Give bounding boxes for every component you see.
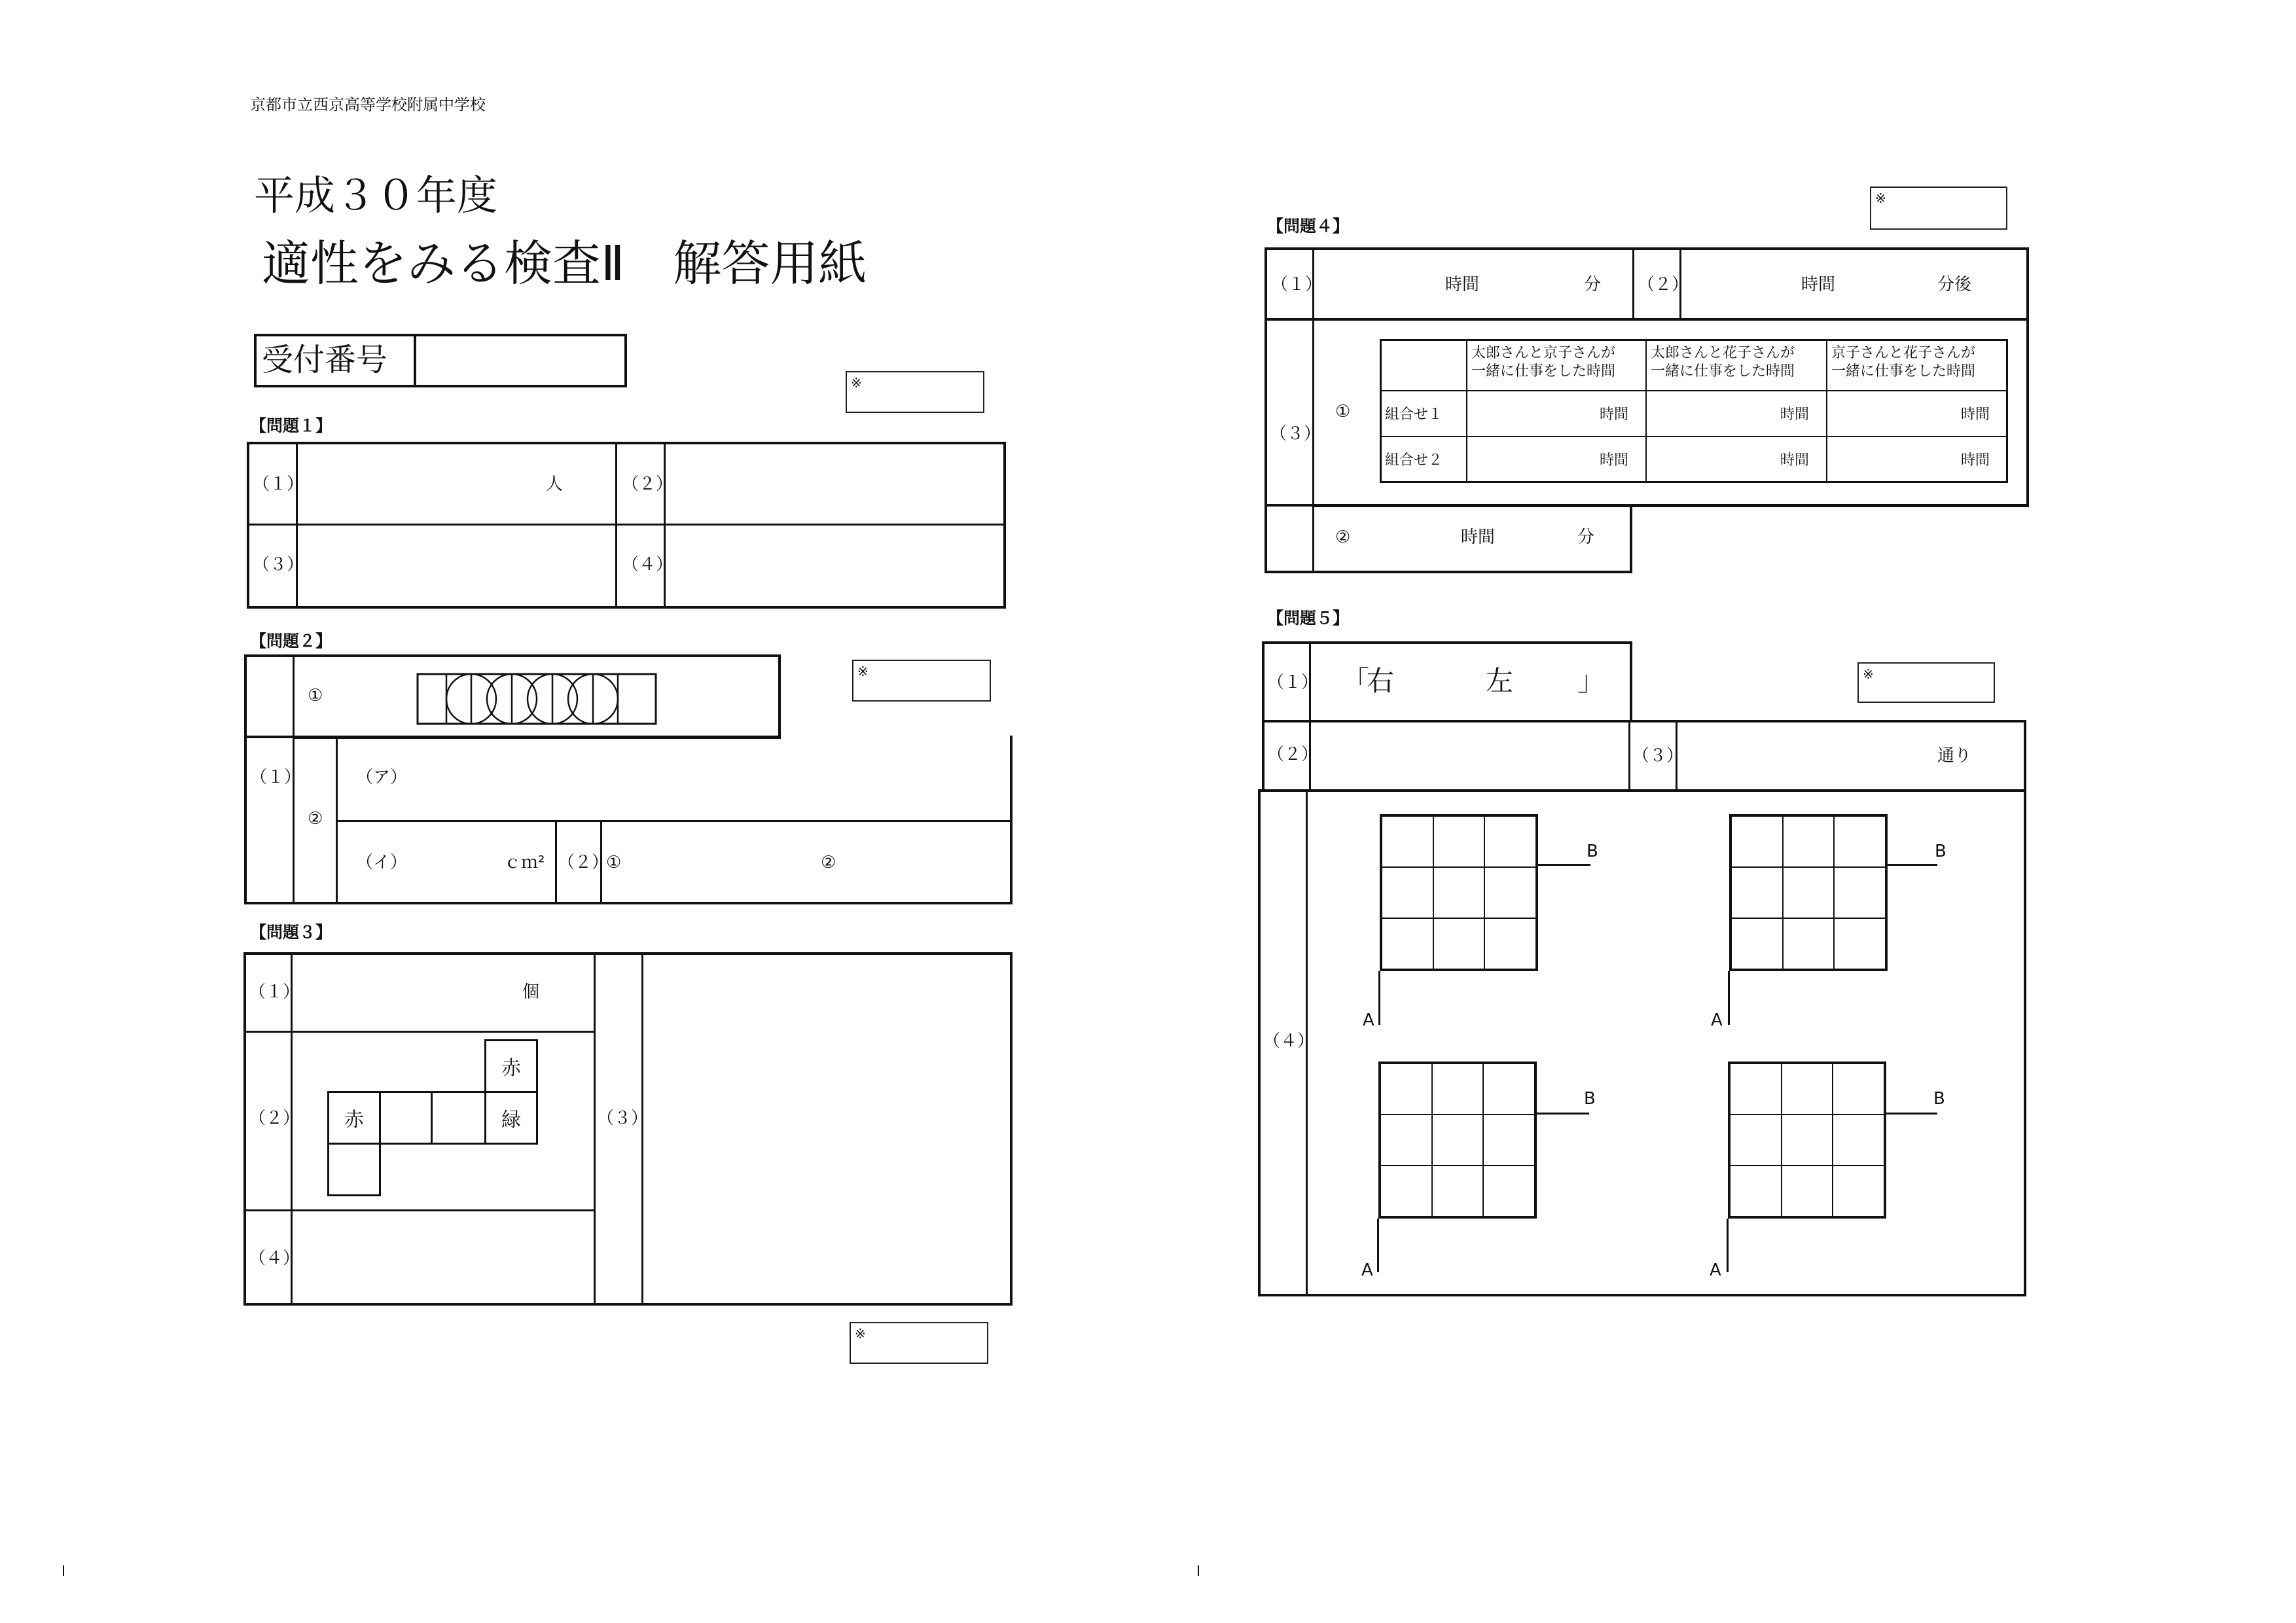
score-box-q5: ※: [1857, 662, 1995, 703]
q4-cell-unit-1-3: 時間: [1961, 406, 1990, 423]
q4-minutes-after: 分後: [1937, 275, 1972, 294]
q5-grid-3-a: A: [1361, 1260, 1373, 1280]
page-title: 適性をみる検査Ⅱ 解答用紙: [262, 236, 867, 292]
q4-answer-2-hours[interactable]: [1685, 251, 1796, 317]
q4-hours-2: 時間: [1801, 275, 1836, 294]
q3-cell-top-red: 赤: [484, 1039, 538, 1093]
q3-unit-pieces: 個: [522, 982, 540, 1002]
q5-grid-1: [1380, 814, 1538, 971]
q1-unit-people: 人: [546, 474, 564, 494]
q4-cell-unit-2-2: 時間: [1780, 452, 1810, 469]
score-box-q1: ※: [846, 371, 984, 413]
q1-answer-2[interactable]: [669, 446, 1001, 520]
q5-grid-1-b: B: [1587, 842, 1598, 861]
q3-cell-right-green: 緑: [484, 1091, 538, 1145]
q1-heading: 【問題１】: [250, 416, 332, 435]
q5-grid-4-a: A: [1710, 1260, 1721, 1280]
q4-cell-unit-2-3: 時間: [1961, 452, 1990, 469]
q5-left: 左: [1486, 665, 1514, 697]
q4-label-2: （２）: [1638, 275, 1689, 294]
q4-cell-unit-2-1: 時間: [1600, 452, 1629, 469]
q4-row-label-2: 組合せ２: [1385, 452, 1443, 469]
exam-year: 平成３０年度: [254, 171, 498, 219]
q2-heading: 【問題２】: [250, 632, 332, 651]
q2-label-2: （２）: [558, 853, 609, 872]
q3-answer-1[interactable]: [296, 957, 518, 1027]
q4-cell-unit-1-1: 時間: [1600, 406, 1629, 423]
school-name: 京都市立西京高等学校附属中学校: [250, 96, 486, 114]
q5-grid-2: [1729, 814, 1888, 971]
q2-unit-cm2: ｃｍ²: [504, 853, 545, 872]
q1-answer-4[interactable]: [669, 527, 1001, 605]
q4-minutes-1: 分: [1584, 275, 1602, 294]
q5-label-3: （３）: [1632, 746, 1684, 766]
q5-label-4: （４）: [1263, 1031, 1315, 1051]
q5-answer-3[interactable]: [1681, 725, 1929, 788]
q1-answer-1[interactable]: [301, 446, 537, 520]
q4-col-header-3: 京子さんと花子さんが 一緒に仕事をした時間: [1831, 345, 1976, 380]
q5-close-quote: 」: [1577, 665, 1605, 697]
page-mark-center: [1198, 1565, 1199, 1576]
q5-grid-3: [1378, 1061, 1537, 1219]
q2-sub-2: ②: [821, 853, 836, 872]
q3-cell-left-red: 赤: [327, 1091, 381, 1145]
q5-heading: 【問題５】: [1267, 609, 1350, 628]
q4-circle-1: ①: [1335, 402, 1351, 421]
q4-answer-1-hours[interactable]: [1317, 251, 1441, 317]
q5-grid-2-a: A: [1711, 1010, 1723, 1030]
q5-unit-ways: 通り: [1937, 746, 1972, 766]
q4-answer-3-2[interactable]: [1374, 517, 1453, 559]
q4-minutes-3: 分: [1577, 527, 1595, 547]
q3-cell-below: [327, 1143, 381, 1196]
q1-label-3: （３）: [253, 555, 304, 575]
q3-answer-4[interactable]: [296, 1214, 590, 1301]
score-box-q3: ※: [850, 1322, 988, 1364]
q2-label-1: （１）: [250, 768, 302, 787]
q5-grid-4-b: B: [1933, 1089, 1945, 1109]
q3-answer-3[interactable]: [647, 957, 1008, 1301]
q2-sub-1: ①: [606, 853, 622, 872]
q5-label-2: （２）: [1267, 745, 1319, 764]
q2-label-i: （イ）: [356, 853, 408, 872]
q4-circle-2: ②: [1335, 527, 1351, 547]
q2-circle-1: ①: [308, 686, 323, 705]
q3-cell-empty-2: [431, 1091, 486, 1145]
q2-label-a: （ア）: [356, 768, 408, 787]
q5-open-quote: 「: [1342, 665, 1370, 697]
q5-grid-4: [1728, 1061, 1886, 1219]
q5-answer-2[interactable]: [1314, 725, 1624, 788]
q4-label-3: （３）: [1270, 424, 1321, 444]
q5-grid-3-b: B: [1584, 1089, 1596, 1109]
q3-label-1: （１）: [249, 982, 300, 1002]
q4-col-header-2: 太郎さんと花子さんが 一緒に仕事をした時間: [1651, 345, 1795, 380]
q1-label-4: （４）: [622, 555, 673, 575]
q4-row-label-1: 組合せ１: [1385, 406, 1443, 423]
q1-answer-3[interactable]: [301, 527, 611, 605]
q4-hours-3: 時間: [1461, 527, 1496, 547]
score-box-q2: ※: [852, 660, 991, 702]
q4-cell-unit-1-2: 時間: [1780, 406, 1810, 423]
reception-number-label: 受付番号: [262, 342, 388, 378]
q4-col-header-1: 太郎さんと京子さんが 一緒に仕事をした時間: [1471, 345, 1616, 380]
q5-right: 右: [1367, 665, 1395, 697]
q3-cell-empty-1: [379, 1091, 433, 1145]
q1-label-1: （１）: [253, 474, 304, 494]
q2-circles-figure: [416, 673, 657, 725]
q1-label-2: （２）: [622, 474, 673, 494]
q2-circle-2: ②: [308, 809, 323, 829]
q5-label-1: （１）: [1267, 673, 1319, 692]
page-mark-left: [63, 1565, 64, 1576]
q2-answer-i[interactable]: [393, 825, 497, 901]
q4-heading: 【問題４】: [1267, 217, 1350, 236]
score-box-q4: ※: [1870, 187, 2007, 230]
q4-label-1: （１）: [1271, 275, 1323, 294]
q3-heading: 【問題３】: [250, 923, 332, 942]
q3-label-3: （３）: [597, 1109, 649, 1128]
q4-hours-1: 時間: [1445, 275, 1480, 294]
reception-number-input[interactable]: [419, 338, 622, 383]
q5-grid-1-a: A: [1363, 1010, 1374, 1030]
q2-answer-a[interactable]: [393, 742, 1008, 817]
q3-label-4: （４）: [249, 1249, 300, 1268]
q3-label-2: （２）: [249, 1109, 300, 1128]
q5-grid-2-b: B: [1935, 842, 1946, 861]
